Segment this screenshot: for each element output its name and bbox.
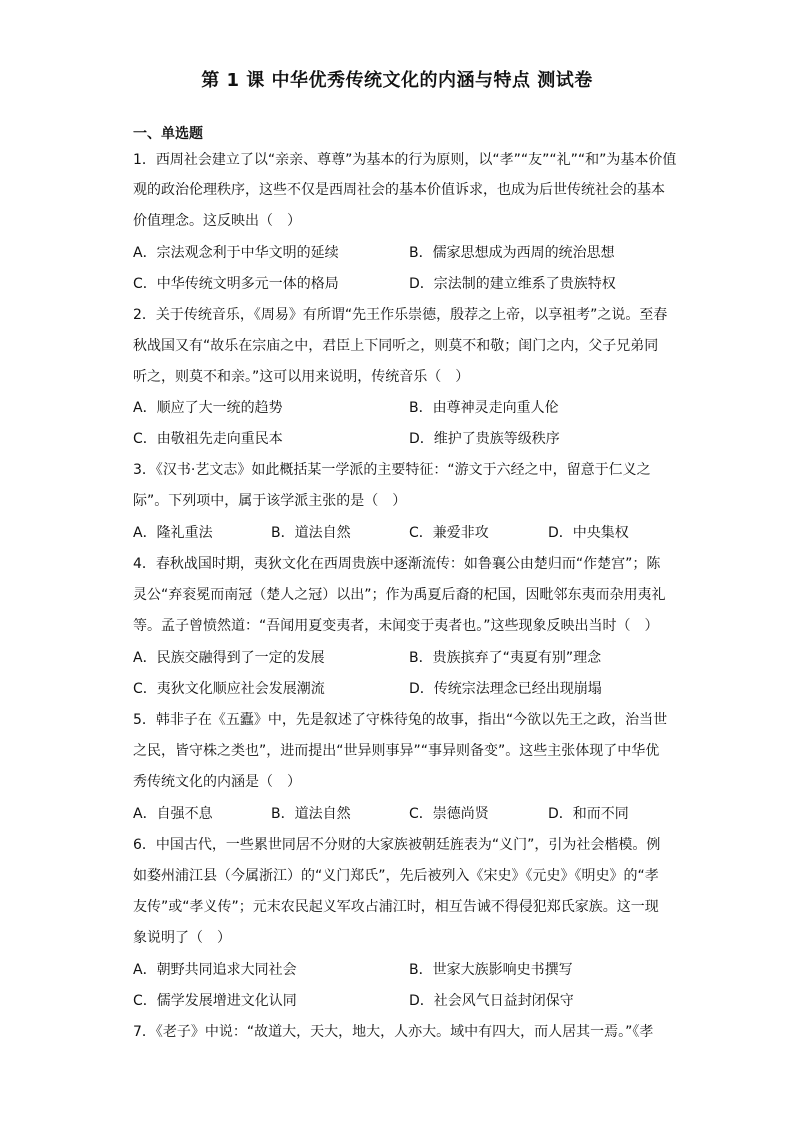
question-1-option-a[interactable]: A．宗法观念利于中华文明的延续 (133, 245, 339, 261)
question-6-line-4: 象说明了（ ） (133, 930, 231, 946)
question-6-line-3: 友传”或“孝义传”；元末农民起义军攻占浦江时，相互告诫不得侵犯郑氏家族。这一现 (133, 899, 659, 915)
question-2-line-2: 秋战国又有“故乐在宗庙之中，君臣上下同听之，则莫不和敬；闺门之内，父子兄弟同 (133, 338, 659, 354)
question-5-line-1: 5．韩非子在《五蠹》中，先是叙述了守株待兔的故事，指出“今欲以先王之政，治当世 (133, 712, 668, 728)
question-5-line-2: 之民，皆守株之类也”，进而提出“世异则事异”“事异则备变”。这些主张体现了中华优 (133, 743, 660, 759)
question-2-line-1: 2．关于传统音乐，《周易》有所谓“先王作乐崇德，殷荐之上帝，以享祖考”之说。至春 (133, 307, 668, 323)
question-2-option-c[interactable]: C．由敬祖先走向重民本 (133, 431, 283, 447)
question-4-line-1: 4．春秋战国时期，夷狄文化在西周贵族中逐渐流传：如鲁襄公由楚归而“作楚宫”；陈 (133, 556, 661, 572)
question-2-option-a[interactable]: A．顺应了大一统的趋势 (133, 400, 283, 416)
question-5-option-a[interactable]: A．自强不息 (133, 806, 213, 822)
question-3-line-1: 3．《汉书·艺文志》如此概括某一学派的主要特征：“游文于六经之中，留意于仁义之 (133, 462, 651, 478)
question-3-option-a[interactable]: A．隆礼重法 (133, 525, 213, 541)
section-heading: 一、单选题 (133, 126, 203, 142)
question-4-line-2: 灵公“弃衮冕而南冠（楚人之冠）以出”；作为禹夏后裔的杞国，因毗邻东夷而杂用夷礼 (133, 587, 666, 603)
question-4-option-a[interactable]: A．民族交融得到了一定的发展 (133, 650, 325, 666)
question-3-line-2: 际”。下列项中，属于该学派主张的是（ ） (133, 493, 407, 509)
question-1-option-d[interactable]: D．宗法制的建立维系了贵族特权 (409, 276, 616, 292)
question-1-line-2: 观的政治伦理秩序，这些不仅是西周社会的基本价值诉求，也成为后世传统社会的基本 (133, 182, 665, 198)
page-title: 第 1 课 中华优秀传统文化的内涵与特点 测试卷 (201, 70, 593, 91)
question-6-line-1: 6．中国古代，一些累世同居不分财的大家族被朝廷旌表为“义门”，引为社会楷模。例 (133, 837, 661, 853)
question-1-option-c[interactable]: C．中华传统文明多元一体的格局 (133, 276, 339, 292)
question-4-option-d[interactable]: D．传统宗法理念已经出现崩塌 (409, 681, 602, 697)
question-2-option-b[interactable]: B．由尊神灵走向重人伦 (409, 400, 559, 416)
question-3-option-b[interactable]: B．道法自然 (271, 525, 351, 541)
question-5-option-c[interactable]: C．崇德尚贤 (409, 806, 489, 822)
question-3-option-d[interactable]: D．中央集权 (548, 525, 629, 541)
question-1-line-1: 1．西周社会建立了以“亲亲、尊尊”为基本的行为原则，以“孝”“友”“礼”“和”为基本价值 (133, 152, 677, 168)
question-4-option-b[interactable]: B．贵族摈弃了“夷夏有别”理念 (409, 650, 602, 666)
question-6-option-d[interactable]: D．社会风气日益封闭保守 (409, 993, 574, 1009)
question-1-option-b[interactable]: B．儒家思想成为西周的统治思想 (409, 245, 615, 261)
question-2-option-d[interactable]: D．维护了贵族等级秩序 (409, 431, 560, 447)
question-2-line-3: 听之，则莫不和亲。”这可以用来说明，传统音乐（ ） (133, 369, 470, 385)
question-1-line-3: 价值理念。这反映出（ ） (133, 213, 301, 229)
question-5-option-b[interactable]: B．道法自然 (271, 806, 351, 822)
question-6-option-a[interactable]: A．朝野共同追求大同社会 (133, 962, 297, 978)
question-6-option-b[interactable]: B．世家大族影响史书撰写 (409, 962, 573, 978)
question-5-line-3: 秀传统文化的内涵是（ ） (133, 774, 301, 790)
question-7-line-1: 7．《老子》中说：“故道大，天大，地大，人亦大。域中有四大，而人居其一焉。”《孝 (133, 1024, 654, 1040)
question-4-option-c[interactable]: C．夷狄文化顺应社会发展潮流 (133, 681, 325, 697)
question-3-option-c[interactable]: C．兼爱非攻 (409, 525, 489, 541)
question-6-option-c[interactable]: C．儒学发展增进文化认同 (133, 993, 297, 1009)
question-4-line-3: 等。孟子曾愤然道：“吾闻用夏变夷者，未闻变于夷者也。”这些现象反映出当时（ ） (133, 618, 659, 634)
question-5-option-d[interactable]: D．和而不同 (548, 806, 629, 822)
question-6-line-2: 如婺州浦江县（今属浙江）的“义门郑氏”，先后被列入《宋史》《元史》《明史》的“孝 (133, 868, 659, 884)
